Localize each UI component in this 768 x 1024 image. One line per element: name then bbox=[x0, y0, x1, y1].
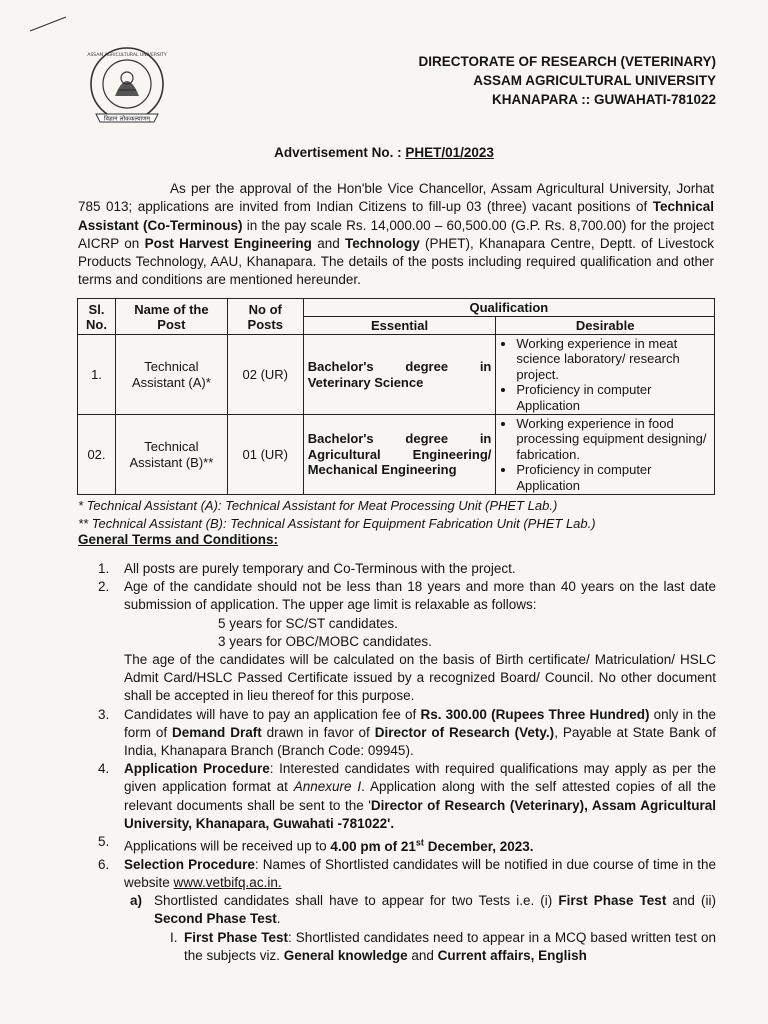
advertisement-code: PHET/01/2023 bbox=[405, 145, 494, 160]
subitem-label: I. bbox=[170, 929, 178, 945]
term-text: Age of the candidate should not be less than 18 years and more than 40 years on the last date submission of application. The upper age limit is relaxable as follows: bbox=[124, 579, 716, 613]
letterhead-line1: DIRECTORATE OF RESEARCH (VETERINARY) bbox=[418, 54, 716, 69]
term-text: . bbox=[276, 911, 281, 927]
intro-paragraph bbox=[78, 180, 714, 290]
terms-list bbox=[98, 560, 717, 965]
letterhead-line3: KHANAPARA :: GUWAHATI-781022 bbox=[491, 92, 716, 107]
term-bold: Application Procedure bbox=[124, 761, 270, 777]
table-row bbox=[78, 335, 715, 415]
term-text: Candidates will have to pay an application fee of bbox=[124, 706, 421, 722]
posts-table bbox=[77, 298, 715, 495]
header-essential: Essential bbox=[303, 317, 496, 335]
footnote-a: * Technical Assistant (A): Technical Assistant for Meat Processing Unit (PHET Lab.) bbox=[78, 498, 558, 513]
term-number: 5. bbox=[98, 834, 110, 850]
term-text: All posts are purely temporary and Co-Terminous with the project. bbox=[124, 561, 516, 576]
letterhead bbox=[418, 52, 716, 109]
term-superscript: st bbox=[415, 837, 424, 848]
section-title: General Terms and Conditions bbox=[78, 532, 274, 547]
term-bold: General knowledge bbox=[283, 947, 408, 963]
list-item: • Working experience in food processing equipment designing/ fabrication. bbox=[516, 416, 710, 462]
term-bold: December, 2023. bbox=[423, 838, 534, 854]
term-text: , Payable at State Bank of India, Khanapara Branch (Branch Code: 09945). bbox=[124, 724, 716, 759]
relax-line: 3 years for OBC/MOBC candidates. bbox=[218, 633, 432, 649]
term-text: and bbox=[407, 947, 438, 963]
term-number: 6. bbox=[98, 856, 110, 872]
cell-post: Technical Assistant (A)* bbox=[115, 335, 227, 415]
cell-sl: 02. bbox=[78, 415, 116, 495]
cell-no: 02 (UR) bbox=[227, 335, 303, 415]
intro-bold-2: Post Harvest Engineering bbox=[144, 235, 312, 251]
cell-essential: Bachelor's degree in Agricultural Engineering/ Mechanical Engineering bbox=[303, 415, 496, 495]
term-bold: Selection Procedure bbox=[124, 856, 255, 872]
footnote-b: ** Technical Assistant (B): Technical Assistant for Equipment Fabrication Unit (PHET Lab.) bbox=[78, 516, 596, 531]
logo-ring-text: ASSAM AGRICULTURAL UNIVERSITY bbox=[87, 53, 167, 58]
cell-post: Technical Assistant (B)** bbox=[115, 415, 227, 495]
term-italic: Annexure I bbox=[293, 779, 362, 795]
header-no: No of Posts bbox=[227, 299, 303, 335]
pen-mark bbox=[28, 14, 68, 34]
term-bold: First Phase Test bbox=[558, 893, 667, 909]
section-colon: : bbox=[273, 532, 279, 547]
term-number: 3. bbox=[98, 706, 110, 722]
term-item bbox=[98, 706, 716, 761]
intro-text-2: in the pay scale Rs. 14,000.00 – 60,500.00 (G.P. Rs. 8,700.00) for the project AICRP on bbox=[78, 217, 714, 251]
advertisement-label: Advertisement No. : bbox=[274, 145, 406, 160]
subitem-label: a) bbox=[130, 893, 143, 909]
term-text: : Interested candidates with required qualifications may apply as per the given application format at bbox=[124, 761, 716, 795]
term-text: The age of the candidates will be calculated on the basis of Birth certificate/ Matriculation/ HSLC Admit Card/HSLC Passed Certificate issued by a recognized Board/ Council. No other document shall be accepted in lieu thereof for this purpose. bbox=[124, 652, 716, 704]
term-text: : Names of Shortlisted candidates will be notified in due course of time in the website bbox=[124, 856, 717, 890]
intro-text-1: As per the approval of the Hon'ble Vice Chancellor, Assam Agricultural University, Jorhat 785 013; applications are invited from Indian Citizens to fill-up 03 (three) vacant positions of bbox=[78, 181, 714, 215]
term-bold: Director of Research (Veterinary), Assam Agricultural University, Khanapara, Guwahati -781022'. bbox=[124, 797, 716, 831]
advertisement-number bbox=[0, 145, 768, 160]
header-qualification: Qualification bbox=[303, 299, 714, 317]
term-bold: First Phase Test bbox=[184, 929, 288, 945]
term-item bbox=[98, 560, 716, 578]
website-link[interactable]: www.vetbifq.ac.in. bbox=[173, 874, 282, 890]
table-row bbox=[78, 415, 715, 495]
term-bold: Second Phase Test bbox=[154, 911, 277, 927]
cell-sl: 1. bbox=[78, 335, 116, 415]
list-item: • Proficiency in computer Application bbox=[516, 382, 710, 413]
term-number: 4. bbox=[98, 761, 110, 777]
term-text: and (ii) bbox=[666, 893, 716, 909]
term-item bbox=[98, 833, 716, 856]
term-item bbox=[98, 578, 716, 614]
term-bold: Demand Draft bbox=[172, 724, 262, 740]
term-bold: 4.00 pm of 21 bbox=[330, 838, 416, 854]
term-bold: Current affairs, English bbox=[437, 947, 587, 963]
term-text: drawn in favor of bbox=[261, 724, 375, 740]
term-number: 1. bbox=[98, 561, 110, 576]
term-text: : Shortlisted candidates need to appear in a MCQ based written test on the subjects viz. bbox=[184, 929, 716, 963]
intro-bold-3: Technology bbox=[344, 235, 420, 251]
letterhead-line2: ASSAM AGRICULTURAL UNIVERSITY bbox=[473, 73, 716, 88]
cell-desirable bbox=[496, 415, 715, 495]
subitem-i bbox=[124, 929, 716, 965]
term-number: 2. bbox=[98, 579, 110, 595]
university-logo bbox=[84, 44, 170, 130]
term-text: Applications will be received up to bbox=[124, 838, 331, 854]
section-heading bbox=[78, 532, 278, 547]
term-item bbox=[98, 856, 717, 892]
term-item bbox=[98, 760, 716, 833]
term-text: Shortlisted candidates shall have to appear for two Tests i.e. (i) bbox=[154, 893, 559, 909]
header-desirable: Desirable bbox=[496, 317, 715, 335]
intro-bold-1: Technical Assistant (Co-Terminous) bbox=[78, 199, 714, 233]
term-text: only in the form of bbox=[124, 706, 716, 740]
logo-motto: विज्ञानं लोककल्याणम् bbox=[103, 115, 151, 123]
list-item: • Working experience in meat science laboratory/ research project. bbox=[516, 336, 710, 382]
term-bold: Director of Research (Vety.) bbox=[374, 724, 555, 740]
cell-no: 01 (UR) bbox=[227, 415, 303, 495]
cell-desirable bbox=[496, 335, 715, 415]
subitem-a bbox=[124, 892, 716, 928]
intro-text-4: (PHET), Khanapara Centre, Deptt. of Livestock Products Technology, AAU, Khanapara. The details of the posts including required qualification and other terms and conditions are mentioned hereunder. bbox=[78, 235, 714, 288]
list-item: • Proficiency in computer Application bbox=[516, 462, 710, 493]
header-post: Name of the Post bbox=[115, 299, 227, 335]
term-text: . Application along with the self attested copies of all the relevant documents shall be sent to the ' bbox=[124, 779, 716, 813]
header-sl: Sl. No. bbox=[78, 299, 116, 335]
cell-essential: Bachelor's degree in Veterinary Science bbox=[303, 335, 496, 415]
relax-line: 5 years for SC/ST candidates. bbox=[218, 615, 398, 631]
term-bold: Rs. 300.00 (Rupees Three Hundred) bbox=[420, 706, 650, 722]
intro-text-3: and bbox=[311, 235, 345, 251]
